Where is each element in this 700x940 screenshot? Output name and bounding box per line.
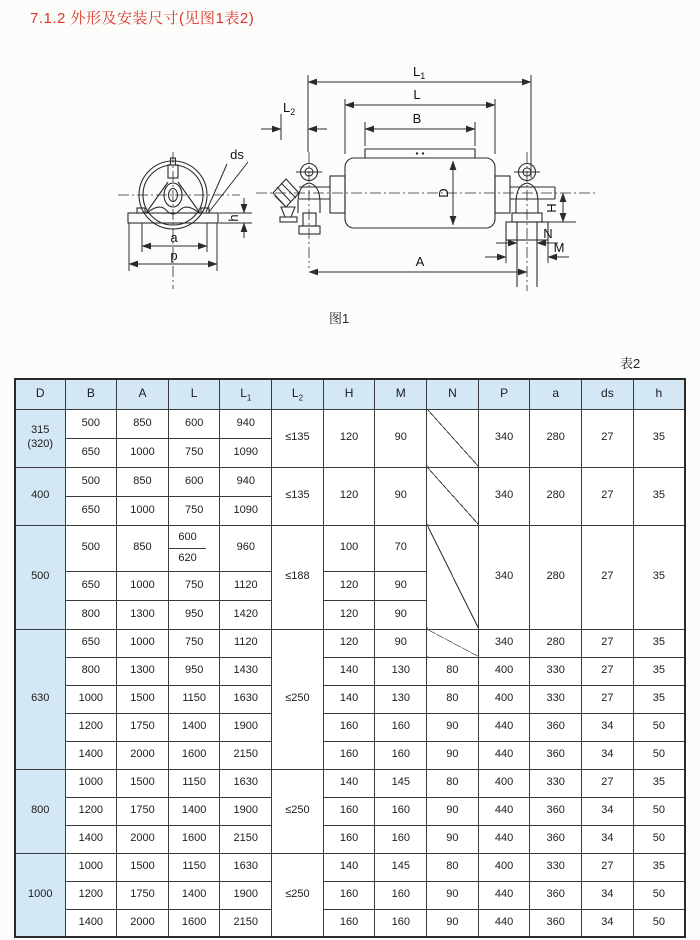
value-cell: 1200 [65,881,117,909]
value-cell: 27 [582,685,634,713]
value-cell: 140 [323,769,375,797]
value-cell: 1150 [168,769,220,797]
value-cell: 1750 [117,881,169,909]
value-cell: 1500 [117,853,169,881]
value-cell: 160 [375,909,427,937]
col-header-D: D [15,379,65,409]
left-bearing-pedestal [273,152,322,268]
table-row [15,769,685,797]
dim-label-p: p [170,248,178,263]
value-cell: 340 [478,525,530,629]
value-cell: ≤250 [272,769,324,853]
value-cell: 2000 [117,825,169,853]
value-cell: 1430 [220,657,272,685]
value-cell: 400 [478,853,530,881]
value-cell: 90 [427,741,479,769]
value-cell: 940 [220,467,272,496]
value-cell: 27 [582,853,634,881]
value-cell: 90 [427,797,479,825]
value-cell: 1150 [168,853,220,881]
value-cell: 280 [530,409,582,467]
value-cell: 140 [323,657,375,685]
value-cell: 280 [530,467,582,525]
value-cell: 70 [375,525,427,571]
dimension-figure [0,50,700,312]
value-cell: 90 [375,409,427,467]
table-row [15,741,685,769]
value-cell: 160 [375,741,427,769]
value-cell: 160 [375,881,427,909]
table-row [15,629,685,657]
value-cell: ≤135 [272,467,324,525]
value-cell: 800 [65,600,117,629]
value-cell: 1000 [117,571,169,600]
value-cell: 750 [168,496,220,525]
value-cell: 1400 [65,909,117,937]
value-cell: 34 [582,713,634,741]
table-row [15,467,685,496]
value-cell: 50 [633,825,685,853]
value-cell: 1300 [117,657,169,685]
value-cell: 360 [530,825,582,853]
value-cell: 90 [375,600,427,629]
value-cell: 440 [478,797,530,825]
value-cell: 330 [530,769,582,797]
value-cell: 35 [633,657,685,685]
value-cell: 140 [323,685,375,713]
value-cell: 35 [633,685,685,713]
value-cell: 120 [323,571,375,600]
value-cell: 140 [323,853,375,881]
value-cell: 50 [633,881,685,909]
table-row [15,657,685,685]
value-cell: 1200 [65,713,117,741]
value-cell: 2150 [220,825,272,853]
value-cell: 35 [633,853,685,881]
value-cell: 1000 [117,496,169,525]
value-cell: 360 [530,713,582,741]
dim-label-M: M [553,240,565,255]
value-cell: 80 [427,657,479,685]
value-cell: 1600 [168,909,220,937]
value-cell: 1630 [220,685,272,713]
value-cell: ≤250 [272,853,324,937]
table-row [15,881,685,909]
value-cell: 500 [65,467,117,496]
value-cell: 130 [375,685,427,713]
diameter-cell: 500 [15,525,65,629]
value-cell: 950 [168,600,220,629]
value-cell: 1600 [168,825,220,853]
value-cell: 2150 [220,909,272,937]
value-cell: 120 [323,467,375,525]
value-cell: 35 [633,629,685,657]
value-cell: 360 [530,881,582,909]
value-cell: 1000 [117,629,169,657]
dim-label-ds: ds [230,147,244,162]
value-cell: 120 [323,409,375,467]
col-header-N: N [427,379,479,409]
value-cell: 650 [65,571,117,600]
col-header-h: h [633,379,685,409]
value-cell: 27 [582,769,634,797]
col-header-L: L [168,379,220,409]
value-cell: 160 [323,909,375,937]
value-cell: 650 [65,629,117,657]
value-cell: 850 [117,525,169,571]
value-cell: 850 [117,409,169,438]
value-cell: 360 [530,909,582,937]
value-cell: 1000 [65,769,117,797]
pulley-end-view [118,147,252,289]
value-cell: 330 [530,853,582,881]
dim-label-D: D [436,188,451,198]
value-cell: 90 [427,713,479,741]
value-cell: 1300 [117,600,169,629]
col-header-a: a [530,379,582,409]
value-cell: 750 [168,438,220,467]
value-cell: 600 [168,409,220,438]
value-cell: 960 [220,525,272,571]
value-cell: 950 [168,657,220,685]
dim-label-h: h [226,214,241,222]
diameter-cell: 1000 [15,853,65,937]
col-header-L2: $L_2$ [272,379,324,409]
value-cell: 440 [478,825,530,853]
value-cell: 35 [633,467,685,525]
table-caption: 表2 [620,356,641,371]
value-cell: 500 [65,409,117,438]
figure-caption: 图1 [329,311,350,326]
value-cell: 440 [478,713,530,741]
value-cell: 90 [427,825,479,853]
dim-label-L1: $L_1$ [413,64,426,81]
value-cell: 940 [220,409,272,438]
value-cell: 400 [478,685,530,713]
value-cell: 440 [478,741,530,769]
col-header-P: P [478,379,530,409]
value-cell: 1090 [220,496,272,525]
ds-leader-line [206,162,248,212]
value-cell: 1000 [65,853,117,881]
value-cell: 35 [633,769,685,797]
value-cell: 145 [375,769,427,797]
value-cell: 400 [478,657,530,685]
value-cell: 750 [168,571,220,600]
value-cell: 100 [323,525,375,571]
value-cell: 340 [478,629,530,657]
value-cell: 2150 [220,741,272,769]
not-applicable-cell [427,467,479,525]
value-cell: 1900 [220,713,272,741]
value-cell: 34 [582,881,634,909]
value-cell: 1630 [220,769,272,797]
value-cell: 35 [633,525,685,629]
value-cell: 600 620 [168,525,220,571]
value-cell: 27 [582,657,634,685]
table-row [15,685,685,713]
value-cell: 440 [478,881,530,909]
value-cell: 650 [65,496,117,525]
dim-label-B: B [412,111,422,126]
col-header-H: H [323,379,375,409]
value-cell: 27 [582,467,634,525]
col-header-ds: ds [582,379,634,409]
value-cell: 80 [427,769,479,797]
value-cell: 1120 [220,571,272,600]
value-cell: 160 [323,713,375,741]
value-cell: 440 [478,909,530,937]
value-cell: 90 [427,881,479,909]
value-cell: 650 [65,438,117,467]
value-cell: 600 [168,467,220,496]
value-cell: 50 [633,741,685,769]
value-cell: 1120 [220,629,272,657]
col-header-B: B [65,379,117,409]
dim-label-H: H [544,203,559,213]
value-cell: 160 [375,797,427,825]
value-cell: 1600 [168,741,220,769]
value-cell: 90 [427,909,479,937]
value-cell: ≤250 [272,629,324,769]
value-cell: 1500 [117,769,169,797]
value-cell: 1400 [65,825,117,853]
table-row [15,853,685,881]
value-cell: 400 [478,769,530,797]
value-cell: 280 [530,629,582,657]
value-cell: 50 [633,797,685,825]
table-row [15,909,685,937]
value-cell: 90 [375,629,427,657]
value-cell: 1900 [220,797,272,825]
right-bearing-pedestal [506,152,548,291]
value-cell: 34 [582,909,634,937]
table-row [15,409,685,438]
value-cell: 1400 [168,713,220,741]
col-header-L1: $L_1$ [220,379,272,409]
value-cell: 1000 [65,685,117,713]
value-cell: 1400 [168,881,220,909]
table-row [15,797,685,825]
value-cell: 330 [530,657,582,685]
dim-label-N: N [543,226,553,241]
value-cell: 1750 [117,797,169,825]
value-cell: 360 [530,741,582,769]
value-cell: 160 [323,825,375,853]
value-cell: 1400 [65,741,117,769]
value-cell: 27 [582,409,634,467]
spec-table-body [15,409,685,937]
value-cell: 800 [65,657,117,685]
value-cell: 1090 [220,438,272,467]
value-cell: 34 [582,741,634,769]
value-cell: 1400 [168,797,220,825]
table-row [15,713,685,741]
col-header-M: M [375,379,427,409]
value-cell: 34 [582,797,634,825]
value-cell: 280 [530,525,582,629]
value-cell: 330 [530,685,582,713]
value-cell: 160 [375,825,427,853]
value-cell: 80 [427,685,479,713]
value-cell: 80 [427,853,479,881]
dim-label-a: a [170,230,178,245]
not-applicable-cell [427,525,479,629]
dimension-table [14,378,686,938]
value-cell: ≤135 [272,409,324,467]
value-cell: 850 [117,467,169,496]
value-cell: 50 [633,713,685,741]
section-title: 7.1.2 外形及安装尺寸(见图1表2) [30,10,255,27]
value-cell: 1000 [117,438,169,467]
not-applicable-cell [427,409,479,467]
value-cell: 120 [323,629,375,657]
diameter-cell: 630 [15,629,65,769]
value-cell: 160 [323,797,375,825]
value-cell: 34 [582,825,634,853]
value-cell: 90 [375,571,427,600]
value-cell: 360 [530,797,582,825]
diameter-cell: 400 [15,467,65,525]
col-header-A: A [117,379,169,409]
value-cell: 1750 [117,713,169,741]
drum-side-view [256,64,597,291]
value-cell: 1200 [65,797,117,825]
dim-label-A: A [415,254,425,269]
value-cell: 1500 [117,685,169,713]
diameter-cell: 800 [15,769,65,853]
value-cell: 2000 [117,909,169,937]
value-cell: 500 [65,525,117,571]
diameter-cell: 315 (320) [15,409,65,467]
value-cell: 27 [582,629,634,657]
header-row [15,379,685,409]
value-cell: 340 [478,467,530,525]
value-cell: 35 [633,409,685,467]
value-cell: 120 [323,600,375,629]
value-cell: 750 [168,629,220,657]
value-cell: 1150 [168,685,220,713]
value-cell: 340 [478,409,530,467]
value-cell: 160 [323,881,375,909]
value-cell: 130 [375,657,427,685]
table-row [15,525,685,571]
table-row [15,825,685,853]
value-cell: 27 [582,525,634,629]
value-cell: 1900 [220,881,272,909]
value-cell: 90 [375,467,427,525]
value-cell: 50 [633,909,685,937]
not-applicable-cell [427,629,479,657]
value-cell: 2000 [117,741,169,769]
value-cell: 160 [375,713,427,741]
value-cell: 1420 [220,600,272,629]
value-cell: ≤188 [272,525,324,629]
value-cell: 145 [375,853,427,881]
dim-label-L2: $L_2$ [283,100,296,117]
dim-label-L: L [413,87,421,102]
value-cell: 1630 [220,853,272,881]
value-cell: 160 [323,741,375,769]
